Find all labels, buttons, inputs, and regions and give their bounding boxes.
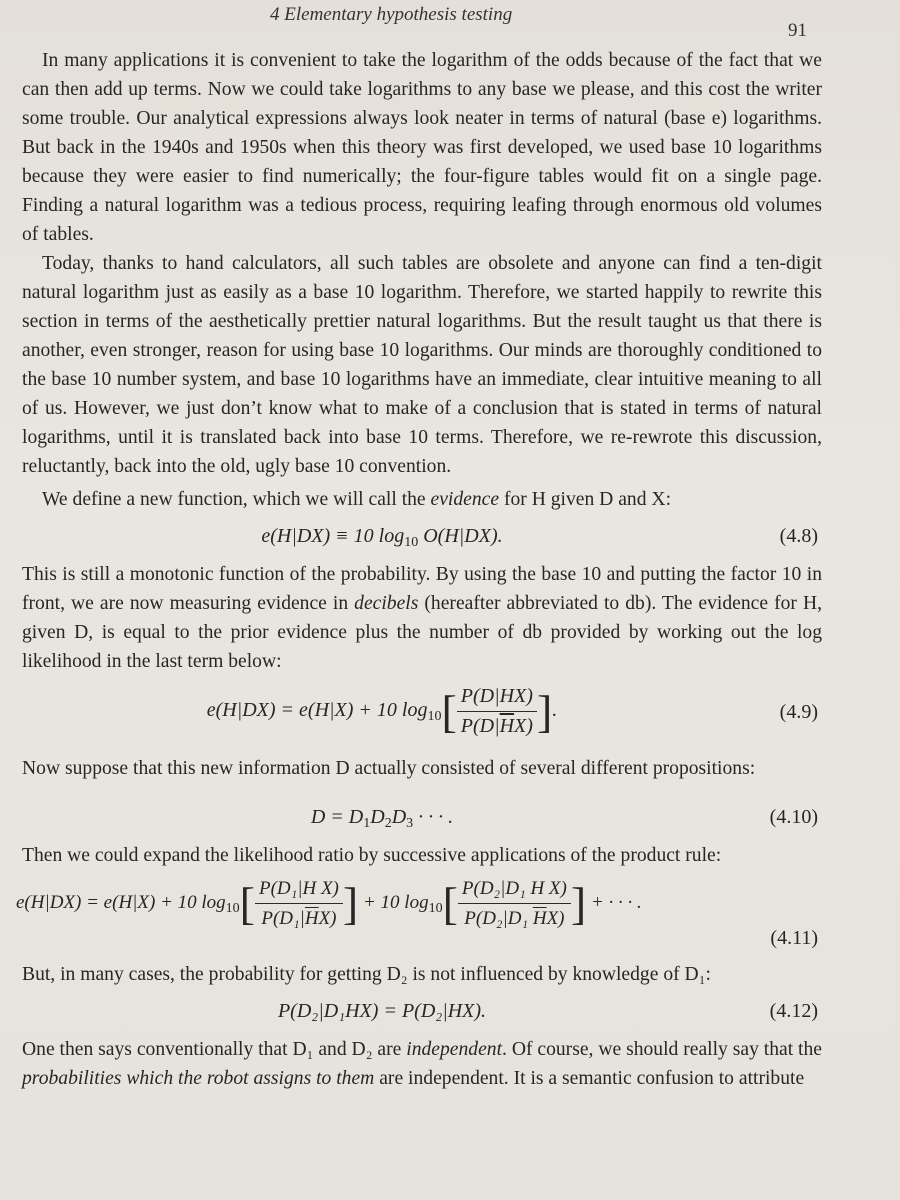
equation-body: [22, 682, 742, 741]
eq-text: e(H|DX) = e(H|X) + 10 log: [206, 699, 428, 722]
emphasis-robot-probabilities: probabilities which the robot assigns to them: [22, 1068, 375, 1089]
text-run: We define a new function, which we will call the: [42, 489, 431, 510]
negated-h: $\overline{H}$: [532, 908, 547, 929]
eq-text: D: [391, 806, 407, 828]
eq-subscript: 1: [363, 816, 371, 831]
equation-number: (4.11): [770, 927, 818, 949]
text-run: . Of course, we should really say that the: [502, 1039, 822, 1060]
paragraph-hand-calculators: Today, thanks to hand calculators, all such tables are obsolete and anyone can find a ten-digit natural logarithm just as easily as a base 10 logarithm. Therefore, we started happily to rewrite this section in terms of the aesthetically prettier natural logarithms. But the result taught us that there is another, even stronger, reason for using base 10 logarithms. Our minds are thoroughly conditioned to the base 10 number system, and base 10 logarithms have an immediate, clear intuitive meaning to all of us. However, we just don’t know what to make of a conclusion that is stated in terms of natural logarithms, until it is translated back into base 10 terms. Therefore, we re-rewrote this discussion, reluctantly, back into the old, ugly base 10 convention.: [22, 253, 822, 477]
equation-body: [22, 522, 742, 557]
right-bracket: ]: [342, 878, 359, 929]
running-head: 4 Elementary hypothesis testing: [270, 4, 513, 25]
page-number: 91: [788, 20, 807, 41]
paragraph-evidence-definition: [22, 485, 822, 514]
paragraph-decibels: [22, 560, 822, 676]
fraction-denominator: [458, 904, 571, 933]
eq-subscript: 10: [428, 900, 443, 916]
text-run: (hereafter abbreviated to db). The evidence for H, given D, is equal to the prior evidence plus the number of db provided by working out the log likelihood in the last term below:: [22, 593, 822, 672]
emphasis-decibels: decibels: [354, 593, 419, 614]
eq-subscript: 10: [427, 709, 442, 725]
left-bracket: [: [441, 686, 457, 737]
negated-h: $\overline{H}$: [304, 908, 319, 929]
eq-text: + · · · .: [586, 891, 642, 913]
text-run: This is still a monotonic function of the probability. By using the base 10 and putting the factor 10 in front, we are now measuring evidence in: [22, 564, 822, 614]
right-bracket: ]: [570, 878, 587, 929]
eq-subscript: 3: [406, 816, 414, 831]
eq-text: X): [318, 908, 337, 929]
paragraph-product-rule: Then we could expand the likelihood ratio by successive applications of the product rule:: [22, 845, 722, 866]
equation-4-8: [22, 514, 822, 560]
equation-body: [16, 874, 822, 933]
likelihood-fraction: [457, 682, 537, 741]
body-text: [16, 46, 822, 1093]
equation-number: (4.9): [779, 701, 818, 723]
paragraph-not-influenced: But, in many cases, the probability for getting D₂ is not influenced by knowledge of D₁:: [22, 964, 711, 985]
eq-subscript: 2: [384, 816, 392, 831]
emphasis-evidence: evidence: [430, 489, 500, 510]
fraction-denominator: [457, 712, 537, 741]
eq-text: e(H|DX) ≡ 10 log: [261, 525, 405, 547]
equation-number: (4.10): [769, 806, 818, 828]
eq-subscript: 10: [225, 900, 240, 916]
equation-number: (4.12): [769, 1000, 818, 1022]
eq-text: P(D|: [460, 715, 500, 737]
fraction-numerator: P(D₁|H X): [255, 874, 343, 904]
eq-text: · · · .: [413, 806, 454, 828]
equation-4-11: [16, 870, 822, 960]
eq-text: D = D: [310, 806, 364, 828]
paragraph-logarithm-odds: In many applications it is convenient to take the logarithm of the odds because of the fact that we can then add up terms. Now we could take logarithms to any base we please, and this cost the writer some trouble. Our analytical expressions always look neater in terms of natural (base e) logarithms. But back in the 1940s and 1950s when this theory was first developed, we used base 10 logarithms because they were easier to find numerically; the four-figure tables would fit on a single page. Finding a natural logarithm was a tedious process, requiring leafing through enormous old volumes of tables.: [22, 50, 822, 245]
text-run: One then says conventionally that D₁ and D₂ are: [22, 1039, 407, 1060]
equation-4-10: [22, 795, 822, 841]
fraction-denominator: [255, 904, 343, 933]
fraction-numerator: P(D|HX): [457, 682, 537, 712]
eq-text: D: [370, 806, 385, 828]
emphasis-independent: independent: [406, 1039, 503, 1060]
equation-4-12: [22, 989, 822, 1035]
left-bracket: [: [239, 878, 255, 929]
eq-text: X): [514, 715, 533, 737]
eq-text: + 10 log: [358, 891, 429, 913]
page-header: [0, 0, 900, 44]
eq-text: X): [546, 908, 565, 929]
negated-h: $\overline{H}$: [499, 715, 515, 737]
eq-text: P(D₂|D₁: [464, 908, 533, 929]
eq-text: .: [552, 699, 558, 722]
equation-body: [22, 803, 742, 838]
eq-text: P(D₁|: [261, 908, 305, 929]
eq-text: e(H|DX) = e(H|X) + 10 log: [16, 891, 226, 913]
fraction-numerator: P(D₂|D₁ H X): [458, 874, 571, 904]
likelihood-fraction-1: [255, 874, 343, 933]
likelihood-fraction-2: [458, 874, 571, 933]
paragraph-independence: [22, 1035, 822, 1093]
equation-body: P(D₂|D₁HX) = P(D₂|HX).: [277, 1000, 487, 1022]
left-bracket: [: [442, 878, 458, 929]
paragraph-several-propositions: Now suppose that this new information D actually consisted of several different propositions:: [22, 758, 756, 779]
eq-text: O(H|DX).: [418, 525, 503, 547]
eq-subscript: 10: [404, 535, 419, 550]
text-run: are independent. It is a semantic confusion to attribute: [374, 1068, 805, 1089]
right-bracket: ]: [536, 686, 553, 737]
text-run: for H given D and X:: [499, 489, 672, 510]
equation-number: (4.8): [779, 525, 818, 547]
equation-4-9: [22, 676, 822, 754]
